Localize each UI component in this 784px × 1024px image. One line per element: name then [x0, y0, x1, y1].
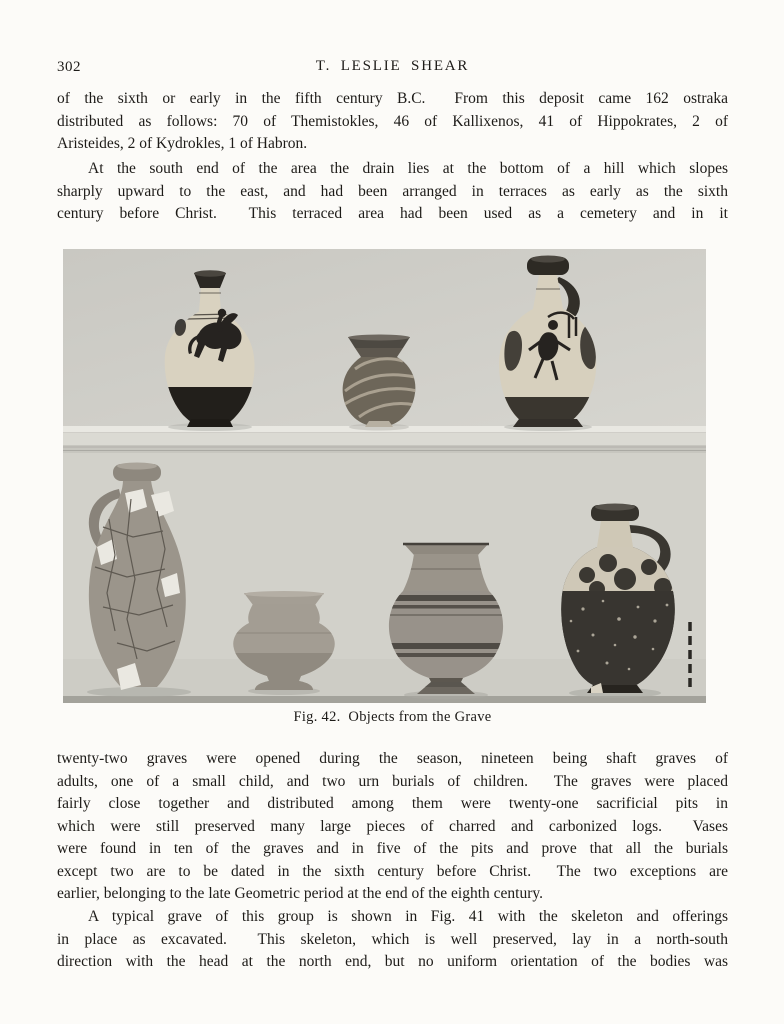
text-line: sharply upward to the east, and had been arranged in terraces as early as the sixth: [57, 182, 728, 200]
text-line: except two are to be dated in the sixth century before Christ. The two exceptions are: [57, 862, 728, 880]
text-line: of the sixth or early in the fifth century B.C. From this deposit came 162 ostraka: [57, 90, 728, 107]
shelf-face-band: [63, 445, 706, 453]
paragraph-drain-terraces: [57, 158, 728, 226]
text-line: twenty-two graves were opened during the season, nineteen being shaft graves of: [57, 750, 728, 767]
text-line: earlier, belonging to the late Geometric period at the end of the eighth century.: [57, 885, 544, 902]
text-line: At the south end of the area the drain lies at the bottom of a hill which slopes: [88, 160, 728, 177]
text-line: Aristeides, 2 of Kydrokles, 1 of Habron.: [57, 135, 308, 152]
running-head-author: T. LESLIE SHEAR: [315, 58, 470, 74]
shadow-restored-jug: [87, 687, 191, 697]
running-header: [57, 58, 728, 80]
figure-caption: Fig. 42. Objects from the Grave: [293, 709, 492, 725]
paragraph-ostraka: [57, 88, 728, 156]
text-line: adults, one of a small child, and two urn burials of children. The graves were placed: [57, 772, 728, 790]
text-line: direction with the head at the north end, but no uniform orientation of the bodies was: [57, 953, 728, 970]
text-line: distributed as follows: 70 of Themistokles, 46 of Kallixenos, 41 of Hippokrates, 2 of: [57, 112, 728, 130]
shelf-face: [63, 433, 706, 445]
page-number: 302: [57, 59, 81, 75]
paragraph-graves: [57, 748, 728, 906]
text-line: which were still preserved many large pieces of charred and carbonized logs. Vases: [57, 817, 728, 835]
figure-photo-objects-from-grave: [63, 249, 706, 703]
paragraph-typical-grave: [57, 906, 728, 974]
text-line: A typical grave of this group is shown in Fig. 41 with the skeleton and offerings: [88, 908, 728, 925]
grave-objects-photo: [63, 249, 706, 703]
text-line: were found in ten of the graves and in five of the pits and prove that all the burials: [57, 840, 728, 857]
text-line: century before Christ. This terraced area had been used as a cemetery and in it: [57, 205, 728, 222]
text-line: in place as excavated. This skeleton, which is well preserved, lay in a north-south: [57, 930, 728, 948]
text-line: fairly close together and distributed among them were twenty-one sacrificial pits in: [57, 795, 728, 812]
